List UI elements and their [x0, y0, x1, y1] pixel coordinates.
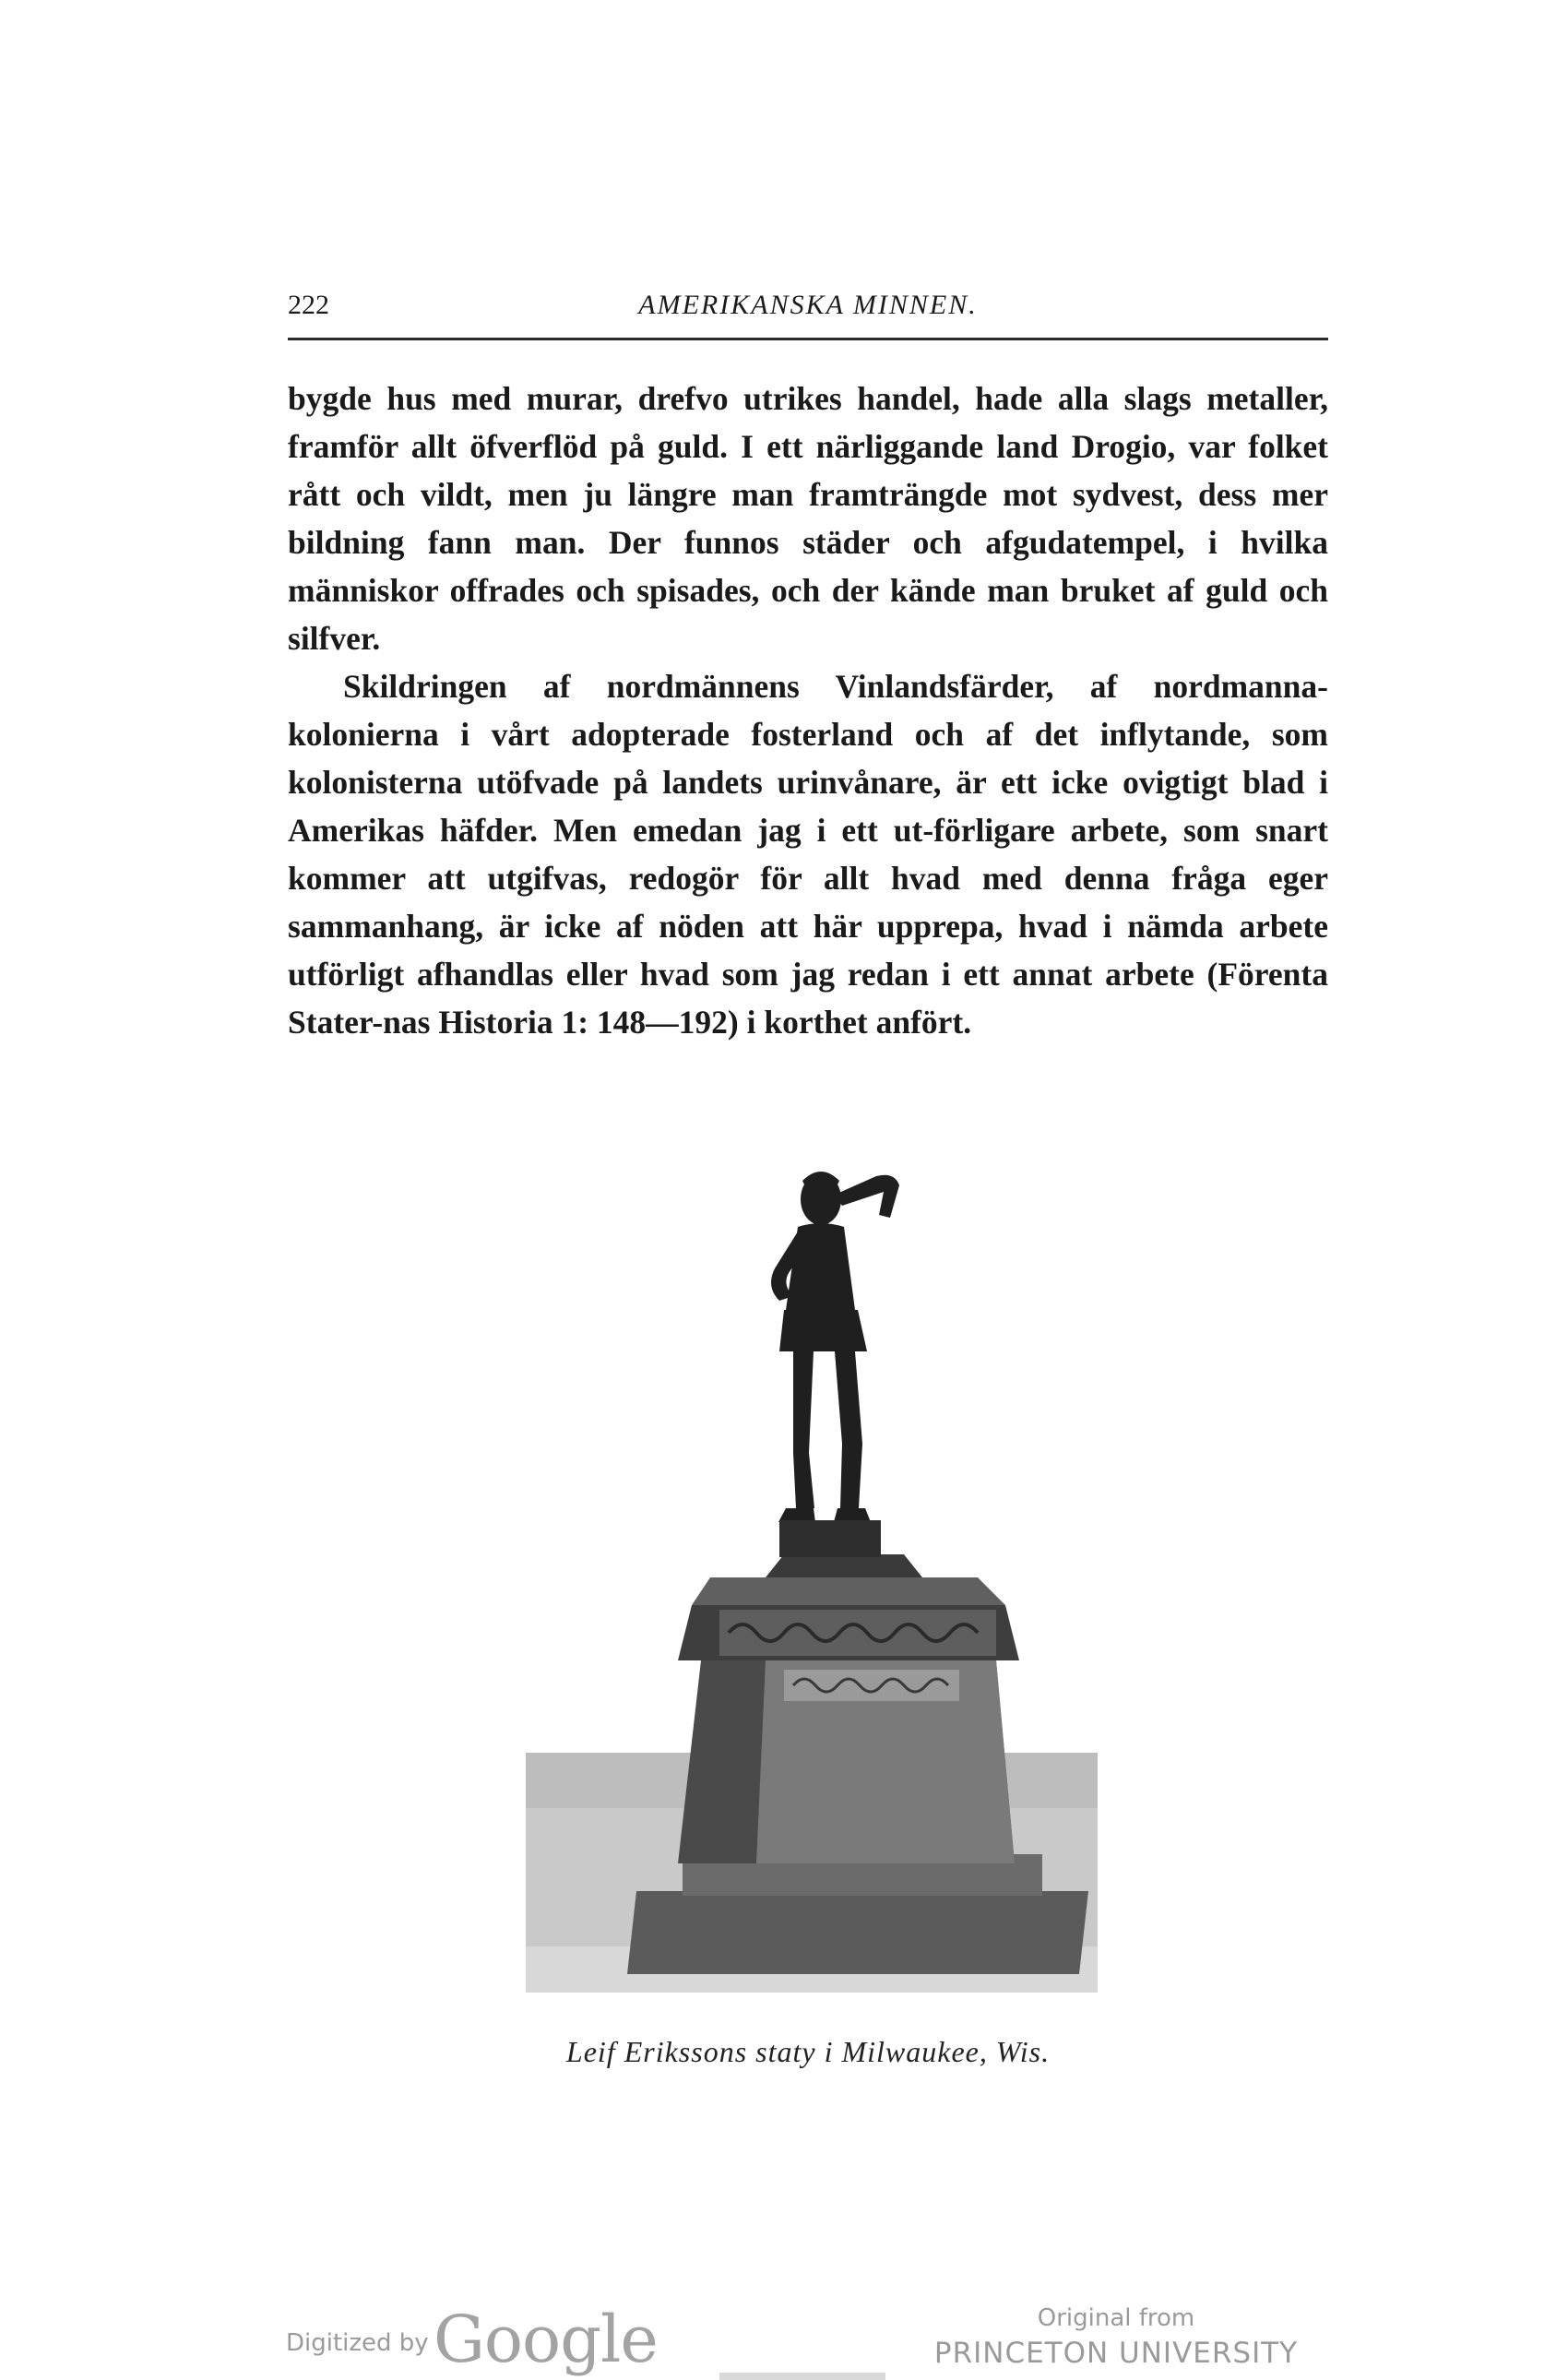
pedestal-base-lower [627, 1891, 1088, 1974]
statue-tunic [779, 1310, 867, 1351]
page-number: 222 [288, 290, 329, 320]
original-from-block [922, 2302, 1310, 2372]
statue-rock-base [779, 1520, 881, 1557]
statue-photo [517, 1144, 1107, 2029]
pedestal-knotwork-band [784, 1670, 959, 1701]
statue-illustration [517, 1144, 1107, 2029]
cap-top [692, 1577, 1005, 1605]
body-text [288, 375, 1328, 1046]
statue-right-foot [834, 1508, 871, 1522]
paragraph-2: Skildringen af nordmännens Vinlandsfärder, af nordmanna-kolonierna i vårt adopterade fosterland och af det inflytande, som kolonisterna utöfvade på landets urinvånare, är ett icke ovigtigt blad i Amerikas häfder. Men emedan jag i ett ut-förligare arbete, som snart kommer att utgifvas, redogör för allt hvad med denna fråga eger sammanhang, är icke af nöden att här upprepa, hvad i nämda arbete utförligt afhandlas eller hvad som jag redan i ett annat arbete (Förenta Stater-nas Historia 1: 148—192) i korthet anfört. [288, 668, 1328, 1041]
statue-plinth [766, 1554, 922, 1577]
running-title: AMERIKANSKA MINNEN. [638, 290, 978, 320]
statue-right-leg [835, 1351, 862, 1508]
statue-left-foot [778, 1508, 815, 1522]
original-label: Original from [1037, 2304, 1195, 2332]
statue-raised-arm [835, 1175, 899, 1218]
leif-eriksson-statue [771, 1172, 899, 1557]
digitized-label: Digitized by [286, 2329, 429, 2357]
google-logo: Google [434, 2302, 658, 2377]
statue-left-leg [793, 1351, 814, 1508]
cap-ornament-panel [719, 1610, 996, 1656]
bottom-edge-stub [719, 2373, 885, 2380]
paragraph-1: bygde hus med murar, drefvo utrikes handel, hade alla slags metaller, framför allt öfverflöd på guld. I ett närliggande land Drogio, var folket rått och vildt, men ju längre man framträngde mot sydvest, dess mer bildning fann man. Der funnos städer och afgudatempel, i hvilka människor offrades och spisades, och der kände man bruket af guld och silfver. [288, 380, 1328, 657]
figure-caption: Leif Erikssons staty i Milwaukee, Wis. [565, 2035, 1051, 2068]
institution-name: PRINCETON UNIVERSITY [933, 2337, 1299, 2370]
header-rule [288, 338, 1328, 340]
page-header [288, 290, 1328, 332]
